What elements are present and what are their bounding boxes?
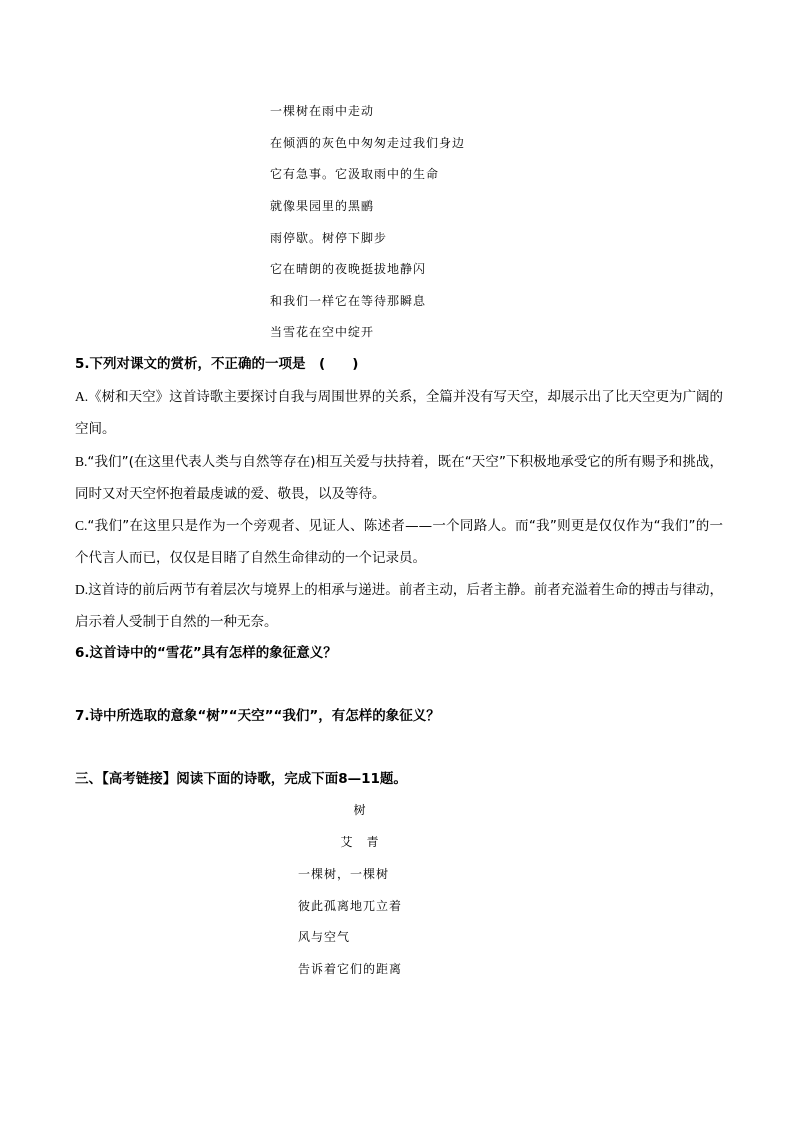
poem-line: 彼此孤离地兀立着: [298, 899, 403, 913]
option-label: B.: [75, 454, 88, 469]
option-label: C.: [75, 518, 88, 533]
option-a: [75, 381, 723, 445]
option-label: D.: [75, 582, 89, 597]
poem-line: 雨停歇。树停下脚步: [270, 231, 388, 245]
option-d: [75, 574, 723, 638]
poem-line: 在倾洒的灰色中匆匆走过我们身边: [270, 136, 466, 150]
poem-2-title: 树: [353, 803, 367, 817]
option-label: A.: [75, 389, 89, 404]
option-b: [75, 446, 723, 510]
poem-line: 一棵树在雨中走动: [270, 104, 375, 118]
question-7-title: 7.诗中所选取的意象“树”“天空”“我们”，有怎样的象征义？: [75, 708, 440, 724]
poem-line: 一棵树，一棵树: [298, 867, 390, 881]
option-text: “我们”(在这里代表人类与自然等存在)相互关爱与扶持着，既在“天空”下积极地承受它的所有赐予和挑战，同时又对天空怀抱着最虔诚的爱、敬畏，以及等待。: [75, 454, 723, 502]
poem-line: 它在晴朗的夜晚挺拔地静闪: [270, 262, 427, 276]
option-text: “我们”在这里只是作为一个旁观者、见证人、陈述者——一个同路人。而“我”则更是仅仅作为“我们”的一个代言人而已，仅仅是目睹了自然生命律动的一个记录员。: [75, 518, 723, 566]
poem-line: 它有急事。它汲取雨中的生命: [270, 167, 440, 181]
poem-2-author: 艾 青: [340, 835, 380, 849]
option-text: 《树和天空》这首诗歌主要探讨自我与周围世界的关系，全篇并没有写天空，却展示出了比天空更为广阔的空间。: [75, 389, 723, 437]
poem-line: 和我们一样它在等待那瞬息: [270, 294, 427, 308]
poem-line: 风与空气: [298, 930, 351, 944]
section-3-title: 三、【高考链接】阅读下面的诗歌，完成下面8—11题。: [75, 771, 407, 787]
question-6-title: 6.这首诗中的“雪花”具有怎样的象征意义？: [75, 645, 337, 661]
poem-line: 当雪花在空中绽开: [270, 325, 375, 339]
question-5-title: 5.下列对课文的赏析，不正确的一项是 ( ): [75, 356, 359, 372]
poem-line: 就像果园里的黑鹂: [270, 199, 375, 213]
poem-line: 告诉着它们的距离: [298, 962, 403, 976]
option-c: [75, 510, 723, 574]
option-text: 这首诗的前后两节有着层次与境界上的相承与递进。前者主动，后者主静。前者充溢着生命的搏击与律动，启示着人受制于自然的一种无奈。: [75, 582, 723, 630]
